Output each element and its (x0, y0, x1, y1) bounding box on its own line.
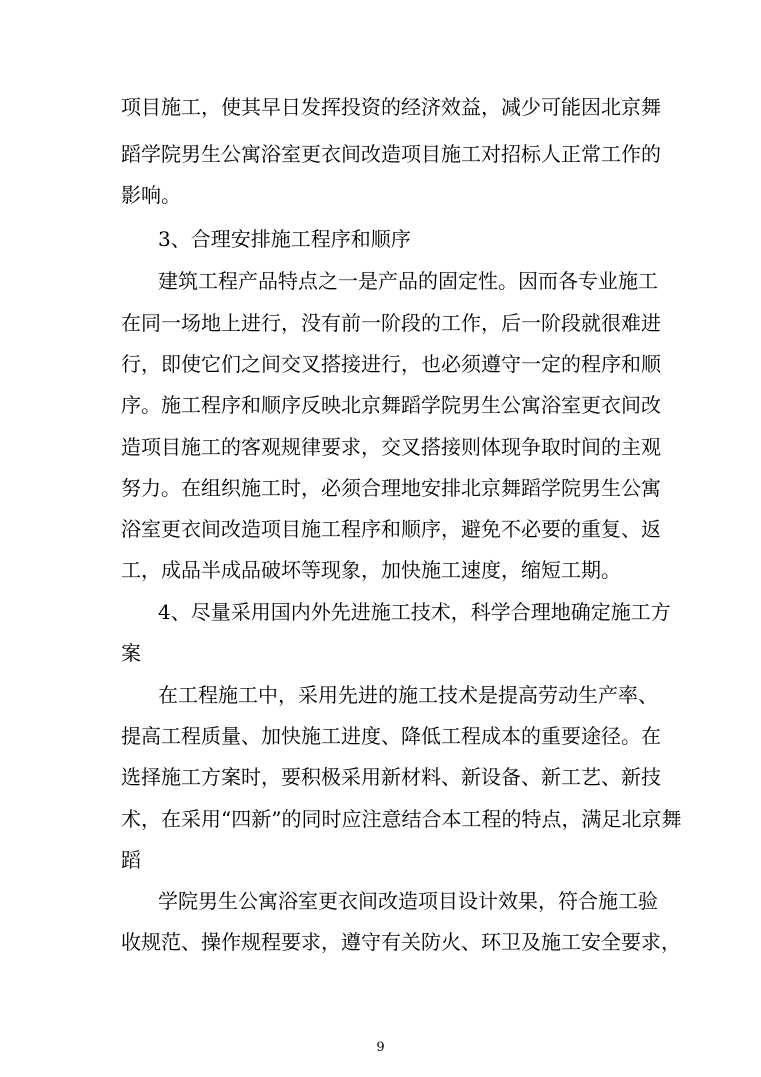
text-line: 在同一场地上进行，没有前一阶段的工作，后一阶段就很难进 (121, 311, 661, 335)
text-line: 工，成品半成品破坏等现象，加快施工速度，缩短工期。 (121, 558, 621, 582)
text-line: 影响。 (121, 183, 181, 207)
text-line: 收规范、操作规程要求，遵守有关防火、环卫及施工安全要求， (121, 930, 681, 954)
section-heading: 4、尽量采用国内外先进施工技术，科学合理地确定施工方 (158, 600, 671, 624)
section-heading: 3、合理安排施工程序和顺序 (158, 227, 411, 251)
text-line: 蹈学院男生公寓浴室更衣间改造项目施工对招标人正常工作的 (121, 142, 661, 166)
text-line: 建筑工程产品特点之一是产品的固定性。因而各专业施工 (158, 269, 658, 293)
text-line: 项目施工，使其早日发挥投资的经济效益，减少可能因北京舞 (121, 95, 661, 119)
text-line: 蹈 (121, 848, 141, 872)
section-heading-continued: 案 (121, 641, 141, 665)
text-line: 造项目施工的客观规律要求，交叉搭接则体现争取时间的主观 (121, 435, 661, 459)
page-number: 9 (376, 1040, 385, 1055)
text-line: 努力。在组织施工时，必须合理地安排北京舞蹈学院男生公寓 (121, 476, 661, 500)
text-line: 行，即使它们之间交叉搭接进行，也必须遵守一定的程序和顺 (121, 352, 661, 376)
text-line: 选择施工方案时，要积极采用新材料、新设备、新工艺、新技 (121, 765, 661, 789)
text-line: 术，在采用“四新”的同时应注意结合本工程的特点，满足北京舞 (121, 807, 682, 831)
text-line: 浴室更衣间改造项目施工程序和顺序，避免不必要的重复、返 (121, 517, 661, 541)
text-line: 在工程施工中，采用先进的施工技术是提高劳动生产率、 (158, 683, 658, 707)
text-line: 序。施工程序和顺序反映北京舞蹈学院男生公寓浴室更衣间改 (121, 393, 661, 417)
text-line: 提高工程质量、加快施工进度、降低工程成本的重要途径。在 (121, 724, 661, 748)
text-line: 学院男生公寓浴室更衣间改造项目设计效果，符合施工验 (158, 889, 658, 913)
